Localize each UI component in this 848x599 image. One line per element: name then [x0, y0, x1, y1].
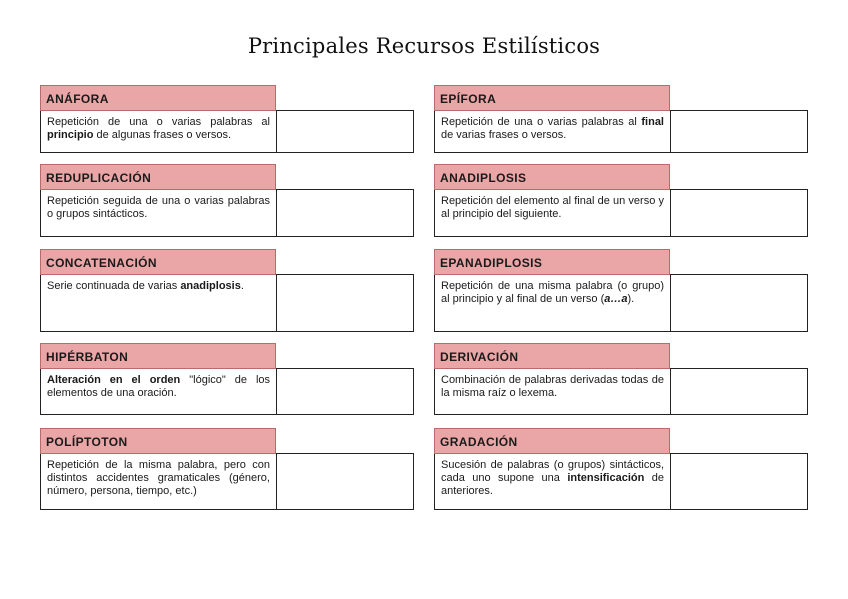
card-epanadiplosis [434, 249, 808, 332]
card-gradacion [434, 428, 808, 510]
card-head-gap [670, 428, 808, 454]
card-definition: Sucesión de palabras (o grupos) sintácticos, cada uno supone una intensificación de anteriores. [441, 459, 664, 497]
example-box[interactable] [276, 454, 413, 509]
card-title: ANÁFORA [40, 85, 276, 111]
card-title: ANADIPLOSIS [434, 164, 670, 190]
example-box[interactable] [276, 190, 413, 236]
page-title: Principales Recursos Estilísticos [247, 34, 601, 58]
example-box[interactable] [276, 275, 413, 331]
card-definition: Repetición de una o varias palabras al final de varias frases o versos. [441, 116, 664, 141]
example-box[interactable] [670, 369, 807, 414]
card-title: DERIVACIÓN [434, 343, 670, 369]
card-head-gap [276, 343, 414, 369]
card-concatenacion [40, 249, 414, 332]
card-definition: Repetición de la misma palabra, pero con distintos accidentes gramaticales (género, número, persona, tiempo, etc.) [47, 459, 270, 497]
example-box[interactable] [670, 454, 807, 509]
card-poliptoton [40, 428, 414, 510]
card-head-gap [276, 164, 414, 190]
card-anafora [40, 85, 414, 153]
example-box[interactable] [670, 190, 807, 236]
card-title: HIPÉRBATON [40, 343, 276, 369]
example-box[interactable] [670, 111, 807, 152]
card-title: EPANADIPLOSIS [434, 249, 670, 275]
example-box[interactable] [670, 275, 807, 331]
card-head-gap [670, 85, 808, 111]
card-epifora [434, 85, 808, 153]
card-reduplicacion [40, 164, 414, 237]
card-anadiplosis [434, 164, 808, 237]
card-definition: Combinación de palabras derivadas todas de la misma raíz o lexema. [441, 374, 664, 399]
card-title: POLÍPTOTON [40, 428, 276, 454]
card-definition: Repetición seguida de una o varias palabras o grupos sintácticos. [47, 195, 270, 220]
example-box[interactable] [276, 111, 413, 152]
card-definition: Repetición de una o varias palabras al principio de algunas frases o versos. [47, 116, 270, 141]
card-head-gap [276, 428, 414, 454]
card-head-gap [670, 249, 808, 275]
card-head-gap [276, 249, 414, 275]
card-head-gap [276, 85, 414, 111]
card-derivacion [434, 343, 808, 415]
card-head-gap [670, 343, 808, 369]
card-definition: Repetición de una misma palabra (o grupo) al principio y al final de un verso (a…a). [441, 280, 664, 305]
example-box[interactable] [276, 369, 413, 414]
card-definition: Alteración en el orden "lógico" de los elementos de una oración. [47, 374, 271, 399]
card-title: REDUPLICACIÓN [40, 164, 276, 190]
card-title: CONCATENACIÓN [40, 249, 276, 275]
card-title: EPÍFORA [434, 85, 670, 111]
card-head-gap [670, 164, 808, 190]
card-definition: Serie continuada de varias anadiplosis. [47, 280, 244, 292]
card-definition: Repetición del elemento al final de un verso y al principio del siguiente. [441, 195, 664, 220]
card-title: GRADACIÓN [434, 428, 670, 454]
card-hiperbaton [40, 343, 414, 415]
